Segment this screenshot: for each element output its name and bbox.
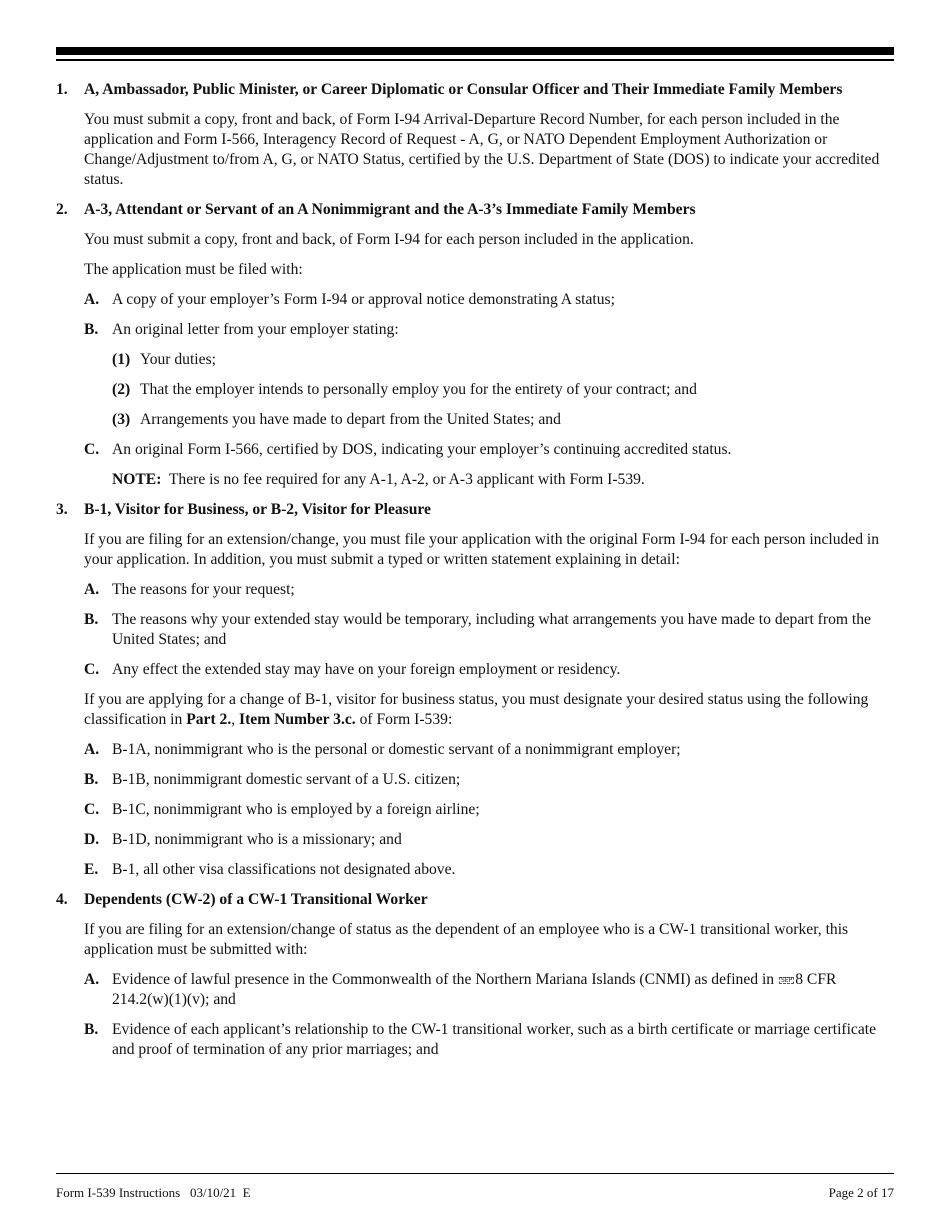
list-item-text (112, 971, 836, 1008)
list-item-text: B-1A, nonimmigrant who is the personal or domestic servant of a nonimmigrant employer; (112, 741, 681, 758)
list-item-text: An original Form I-566, certified by DOS, indicating your employer’s continuing accredited status. (112, 441, 732, 458)
section-1 (0, 80, 950, 190)
page-content (0, 80, 950, 1070)
list-item-text-end: 8 CFR 214.2(w)(1)(v); and (112, 971, 837, 1008)
list-item (84, 320, 890, 340)
part-reference: Part 2. (186, 711, 232, 728)
list-item-letter: A. (84, 971, 100, 988)
paragraph-text: of Form I-539: (355, 711, 453, 728)
list-item (84, 660, 890, 680)
section-2 (0, 200, 950, 490)
paragraph: You must submit a copy, front and back, of Form I-94 for each person included in the application. (84, 231, 694, 248)
header-thick-rule (56, 47, 894, 55)
list-item-letter: B. (84, 771, 99, 788)
list-item-text-start: Evidence of lawful presence in the Commonwealth of the Northern Mariana Islands (CNMI) as defined in (112, 971, 778, 988)
sub-list-item (84, 380, 890, 400)
list-item-text: B-1B, nonimmigrant domestic servant of a U.S. citizen; (112, 771, 461, 788)
sub-list-item-text: Your duties; (140, 351, 216, 368)
sub-list-item (84, 410, 890, 430)
section-number: 2. (56, 201, 68, 218)
list-item-text: An original letter from your employer stating: (112, 321, 399, 338)
list-item-letter: C. (84, 661, 100, 678)
section-title: A-3, Attendant or Servant of an A Nonimmigrant and the A-3’s Immediate Family Members (84, 201, 696, 218)
list-item-letter: B. (84, 1021, 99, 1038)
section-number: 3. (56, 501, 68, 518)
section-title: Dependents (CW-2) of a CW-1 Transitional Worker (84, 891, 428, 908)
list-item (84, 740, 890, 760)
paragraph-text: , (231, 711, 240, 728)
sub-list-item-text: That the employer intends to personally employ you for the entirety of your contract; and (140, 381, 697, 398)
paragraph (84, 690, 890, 730)
sub-list-item-number: (3) (112, 411, 131, 428)
paragraph-text: If you are applying for a change of B-1, visitor for business status, you must designate your desired status using the following classification in (84, 691, 869, 728)
paragraph: If you are filing for an extension/change of status as the dependent of an employee who is a CW-1 transitional worker, this application must be submitted with: (84, 921, 849, 958)
section-3 (0, 500, 950, 880)
list-item (84, 610, 890, 650)
list-item (84, 1020, 890, 1060)
list-item-letter: B. (84, 321, 99, 338)
paragraph: The application must be filed with: (84, 261, 303, 278)
list-item-text: B-1, all other visa classifications not designated above. (112, 861, 456, 878)
sub-list-item-text: Arrangements you have made to depart from the United States; and (140, 411, 561, 428)
list-item-text: B-1C, nonimmigrant who is employed by a foreign airline; (112, 801, 480, 818)
note-text: There is no fee required for any A-1, A-2, or A-3 applicant with Form I-539. (168, 471, 645, 488)
list-item (84, 860, 890, 880)
list-item-text: A copy of your employer’s Form I-94 or approval notice demonstrating A status; (112, 291, 615, 308)
footer-form-id: Form I-539 Instructions 03/10/21 E (56, 1185, 251, 1200)
list-item (84, 580, 890, 600)
item-number-reference: Item Number 3.c. (239, 711, 356, 728)
list-item (84, 290, 890, 310)
list-item-letter: C. (84, 441, 100, 458)
list-item (84, 440, 890, 460)
list-item-letter: D. (84, 831, 100, 848)
list-item-text: Evidence of each applicant’s relationship to the CW-1 transitional worker, such as a birth certificate or marriage certificate and proof of termination of any prior marriages; and (112, 1021, 877, 1058)
section-title: B-1, Visitor for Business, or B-2, Visitor for Pleasure (84, 501, 431, 518)
list-item-letter: A. (84, 291, 100, 308)
list-item-letter: A. (84, 741, 100, 758)
footer-rule (56, 1173, 894, 1174)
list-item-text: B-1D, nonimmigrant who is a missionary; and (112, 831, 402, 848)
header-thin-rule (56, 59, 894, 61)
note (84, 470, 890, 490)
list-item-text: Any effect the extended stay may have on your foreign employment or residency. (112, 661, 621, 678)
list-item (84, 970, 890, 1010)
paragraph: If you are filing for an extension/change, you must file your application with the original Form I-94 for each person included in your application. In addition, you must submit a typed or written statement explaining in detail: (84, 531, 880, 568)
section-number: 4. (56, 891, 68, 908)
list-item-text: The reasons for your request; (112, 581, 295, 598)
sub-list-item-number: (1) (112, 351, 131, 368)
section-title: A, Ambassador, Public Minister, or Career Diplomatic or Consular Officer and Their Immediate Family Members (84, 81, 843, 98)
list-item-text: The reasons why your extended stay would be temporary, including what arrangements you have made to depart from the United States; and (112, 611, 871, 648)
section-number: 1. (56, 81, 68, 98)
sub-list-item-number: (2) (112, 381, 131, 398)
list-item (84, 770, 890, 790)
list-item (84, 830, 890, 850)
list-item-letter: C. (84, 801, 100, 818)
paragraph: You must submit a copy, front and back, of Form I-94 Arrival-Departure Record Number, for each person included in the application and Form I-566, Interagency Record of Request - A, G, or NATO Dependent Employment Authorization or Change/Adjustment to/from A, G, or NATO Status, certified by the U.S. Department of State (DOS) to indicate your accredited status. (84, 111, 880, 188)
list-item-letter: B. (84, 611, 99, 628)
list-item (84, 800, 890, 820)
list-item-letter: E. (84, 861, 99, 878)
section-4 (0, 890, 950, 1060)
note-label: NOTE: (112, 471, 162, 488)
separator-glyph: SEP (781, 977, 793, 984)
footer-page-number: Page 2 of 17 (828, 1185, 894, 1200)
list-item-letter: A. (84, 581, 100, 598)
sub-list-item (84, 350, 890, 370)
